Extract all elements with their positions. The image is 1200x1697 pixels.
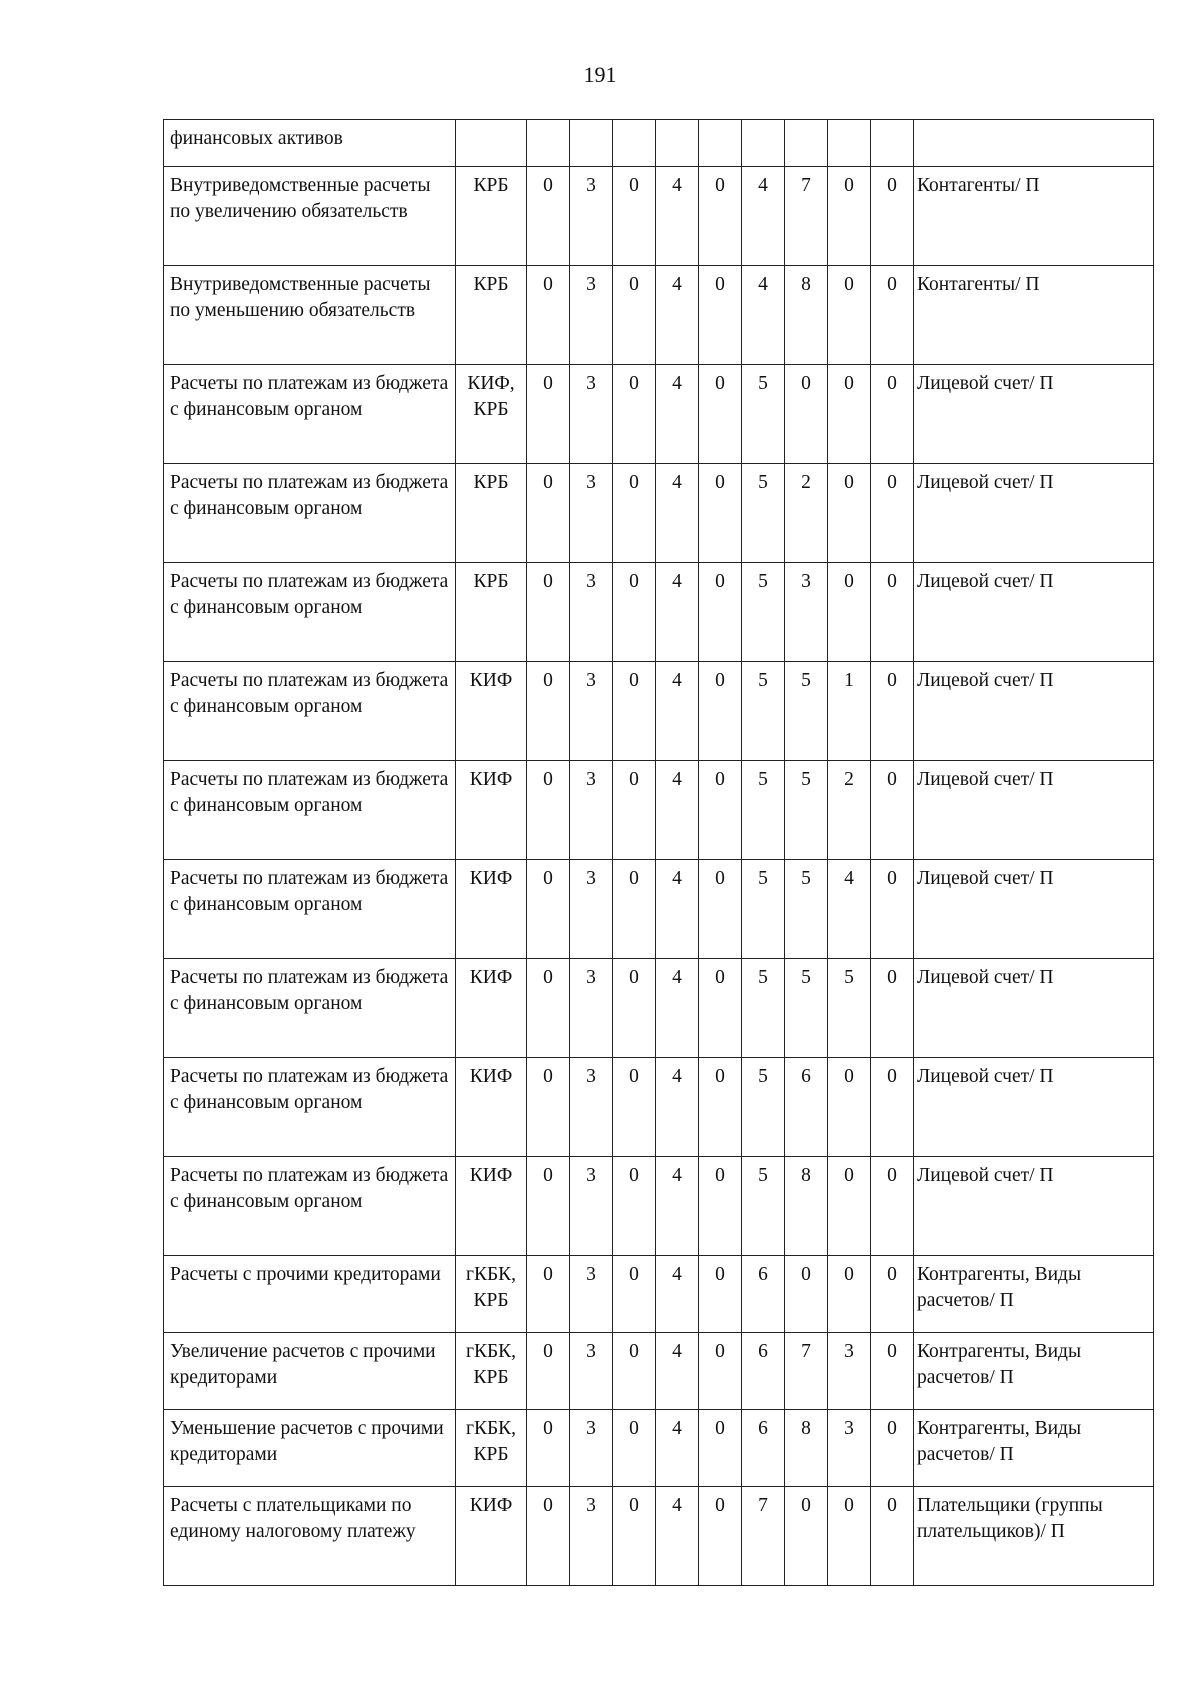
account-digit-cell: 3 — [828, 1410, 871, 1487]
account-name-cell: Расчеты по платежам из бюджета с финансовым органом — [164, 959, 456, 1058]
account-digit-cell: 0 — [871, 761, 914, 860]
table-row — [164, 1487, 1154, 1586]
account-digit-cell: 0 — [613, 761, 656, 860]
account-digit-cell: 7 — [742, 1487, 785, 1586]
account-digit-cell: 4 — [656, 266, 699, 365]
account-digit-cell: 0 — [871, 1058, 914, 1157]
analytics-cell: Контрагенты, Виды расчетов/ П — [914, 1410, 1154, 1487]
analytics-cell: Лицевой счет/ П — [914, 860, 1154, 959]
account-digit-cell: 0 — [527, 1410, 570, 1487]
source-code-cell: КИФ — [456, 959, 527, 1058]
table-row — [164, 464, 1154, 563]
account-digit-cell: 5 — [742, 662, 785, 761]
table-row — [164, 266, 1154, 365]
table-row — [164, 860, 1154, 959]
account-name-cell: Расчеты по платежам из бюджета с финансовым органом — [164, 1058, 456, 1157]
source-code-cell: КИФ — [456, 662, 527, 761]
table-row — [164, 365, 1154, 464]
table-row — [164, 662, 1154, 761]
account-digit-cell: 4 — [656, 662, 699, 761]
account-digit-cell: 5 — [785, 860, 828, 959]
account-digit-cell: 5 — [742, 761, 785, 860]
account-name-cell: Внутриведомственные расчеты по увеличению обязательств — [164, 167, 456, 266]
account-digit-cell: 3 — [570, 464, 613, 563]
account-digit-cell: 5 — [785, 959, 828, 1058]
source-code-cell: КИФ, КРБ — [456, 365, 527, 464]
account-digit-cell: 4 — [656, 761, 699, 860]
account-digit-cell: 3 — [570, 959, 613, 1058]
account-digit-cell — [785, 120, 828, 167]
account-digit-cell: 0 — [699, 1487, 742, 1586]
account-digit-cell: 0 — [527, 167, 570, 266]
source-code-cell: гКБК, КРБ — [456, 1256, 527, 1333]
account-digit-cell: 0 — [828, 1157, 871, 1256]
account-digit-cell: 3 — [570, 1256, 613, 1333]
account-digit-cell: 0 — [699, 167, 742, 266]
source-code-cell: КРБ — [456, 464, 527, 563]
account-digit-cell: 1 — [828, 662, 871, 761]
account-digit-cell: 0 — [828, 266, 871, 365]
account-digit-cell: 4 — [656, 167, 699, 266]
account-digit-cell: 0 — [828, 365, 871, 464]
table-row — [164, 563, 1154, 662]
account-name-cell: Расчеты с прочими кредиторами — [164, 1256, 456, 1333]
account-digit-cell: 0 — [785, 365, 828, 464]
account-name-cell: Внутриведомственные расчеты по уменьшению обязательств — [164, 266, 456, 365]
account-digit-cell: 3 — [570, 1157, 613, 1256]
account-digit-cell — [699, 120, 742, 167]
account-digit-cell: 0 — [527, 959, 570, 1058]
source-code-cell: КРБ — [456, 563, 527, 662]
account-digit-cell: 0 — [527, 860, 570, 959]
account-digit-cell: 7 — [785, 167, 828, 266]
source-code-cell: гКБК, КРБ — [456, 1410, 527, 1487]
account-digit-cell: 0 — [613, 1256, 656, 1333]
account-digit-cell: 4 — [656, 959, 699, 1058]
account-digit-cell: 0 — [527, 1487, 570, 1586]
account-digit-cell: 0 — [871, 266, 914, 365]
account-digit-cell: 5 — [742, 365, 785, 464]
account-digit-cell: 0 — [785, 1256, 828, 1333]
account-digit-cell: 0 — [613, 1058, 656, 1157]
account-digit-cell: 6 — [785, 1058, 828, 1157]
account-digit-cell: 3 — [570, 1058, 613, 1157]
analytics-cell: Контагенты/ П — [914, 167, 1154, 266]
account-digit-cell: 3 — [570, 1410, 613, 1487]
account-digit-cell: 0 — [871, 1157, 914, 1256]
account-digit-cell: 0 — [613, 1410, 656, 1487]
account-digit-cell: 0 — [828, 563, 871, 662]
account-digit-cell: 0 — [871, 365, 914, 464]
account-digit-cell: 0 — [871, 959, 914, 1058]
account-digit-cell: 0 — [527, 365, 570, 464]
account-digit-cell: 0 — [828, 464, 871, 563]
account-digit-cell: 6 — [742, 1333, 785, 1410]
account-digit-cell: 0 — [871, 1487, 914, 1586]
account-digit-cell: 0 — [785, 1487, 828, 1586]
account-digit-cell: 0 — [613, 266, 656, 365]
account-digit-cell: 0 — [613, 167, 656, 266]
account-digit-cell: 8 — [785, 1410, 828, 1487]
table-row — [164, 1333, 1154, 1410]
account-digit-cell: 5 — [785, 662, 828, 761]
account-digit-cell: 0 — [699, 959, 742, 1058]
analytics-cell: Контрагенты, Виды расчетов/ П — [914, 1256, 1154, 1333]
account-digit-cell: 0 — [699, 365, 742, 464]
analytics-cell: Лицевой счет/ П — [914, 662, 1154, 761]
account-digit-cell: 0 — [527, 662, 570, 761]
account-digit-cell: 4 — [656, 1157, 699, 1256]
account-digit-cell: 0 — [613, 662, 656, 761]
account-digit-cell: 0 — [613, 860, 656, 959]
account-digit-cell: 5 — [742, 1058, 785, 1157]
account-digit-cell: 4 — [656, 1256, 699, 1333]
account-digit-cell: 3 — [570, 365, 613, 464]
account-digit-cell: 0 — [613, 1157, 656, 1256]
analytics-cell: Лицевой счет/ П — [914, 761, 1154, 860]
account-digit-cell: 0 — [871, 860, 914, 959]
account-digit-cell: 0 — [699, 1058, 742, 1157]
account-digit-cell: 0 — [527, 761, 570, 860]
account-digit-cell: 0 — [527, 464, 570, 563]
account-digit-cell: 4 — [742, 266, 785, 365]
source-code-cell: КИФ — [456, 1487, 527, 1586]
account-name-cell: Расчеты по платежам из бюджета с финансовым органом — [164, 563, 456, 662]
table-row — [164, 761, 1154, 860]
analytics-cell: Лицевой счет/ П — [914, 1157, 1154, 1256]
account-digit-cell: 3 — [570, 662, 613, 761]
account-digit-cell: 0 — [699, 860, 742, 959]
analytics-cell: Лицевой счет/ П — [914, 1058, 1154, 1157]
source-code-cell: КИФ — [456, 860, 527, 959]
table-row — [164, 120, 1154, 167]
account-table-body — [164, 120, 1154, 1586]
analytics-cell: Лицевой счет/ П — [914, 365, 1154, 464]
account-name-cell: Увеличение расчетов с прочими кредиторами — [164, 1333, 456, 1410]
account-digit-cell: 0 — [871, 1333, 914, 1410]
account-digit-cell: 0 — [699, 1410, 742, 1487]
analytics-cell: Плательщики (группы плательщиков)/ П — [914, 1487, 1154, 1586]
account-digit-cell: 4 — [656, 1058, 699, 1157]
account-digit-cell: 0 — [613, 365, 656, 464]
account-digit-cell: 7 — [785, 1333, 828, 1410]
account-name-cell: Уменьшение расчетов с прочими кредиторами — [164, 1410, 456, 1487]
account-digit-cell: 0 — [871, 167, 914, 266]
account-digit-cell — [656, 120, 699, 167]
source-code-cell: КИФ — [456, 761, 527, 860]
account-digit-cell: 3 — [570, 761, 613, 860]
source-code-cell — [456, 120, 527, 167]
account-digit-cell: 4 — [742, 167, 785, 266]
account-digit-cell: 0 — [699, 761, 742, 860]
account-digit-cell: 0 — [527, 266, 570, 365]
account-digit-cell: 0 — [613, 464, 656, 563]
account-digit-cell: 4 — [656, 563, 699, 662]
account-name-cell: Расчеты по платежам из бюджета с финансовым органом — [164, 365, 456, 464]
account-digit-cell: 3 — [785, 563, 828, 662]
account-digit-cell: 0 — [699, 1157, 742, 1256]
account-digit-cell: 0 — [527, 1333, 570, 1410]
account-digit-cell — [527, 120, 570, 167]
account-name-cell: Расчеты по платежам из бюджета с финансовым органом — [164, 1157, 456, 1256]
account-digit-cell: 4 — [656, 1410, 699, 1487]
account-digit-cell: 0 — [871, 464, 914, 563]
account-digit-cell: 4 — [656, 1333, 699, 1410]
page-number: 191 — [583, 62, 617, 87]
table-row — [164, 959, 1154, 1058]
account-digit-cell: 0 — [699, 662, 742, 761]
analytics-cell: Лицевой счет/ П — [914, 464, 1154, 563]
account-digit-cell: 3 — [570, 167, 613, 266]
account-name-cell: Расчеты по платежам из бюджета с финансовым органом — [164, 662, 456, 761]
account-digit-cell: 6 — [742, 1256, 785, 1333]
analytics-cell — [914, 120, 1154, 167]
account-digit-cell: 5 — [742, 860, 785, 959]
account-digit-cell: 0 — [828, 1256, 871, 1333]
account-digit-cell: 0 — [613, 959, 656, 1058]
account-digit-cell: 4 — [656, 464, 699, 563]
account-digit-cell — [871, 120, 914, 167]
account-digit-cell: 0 — [527, 1157, 570, 1256]
analytics-cell: Контагенты/ П — [914, 266, 1154, 365]
account-digit-cell: 3 — [570, 860, 613, 959]
analytics-cell: Контрагенты, Виды расчетов/ П — [914, 1333, 1154, 1410]
source-code-cell: КИФ — [456, 1058, 527, 1157]
account-digit-cell: 5 — [742, 1157, 785, 1256]
table-row — [164, 1410, 1154, 1487]
account-digit-cell — [742, 120, 785, 167]
account-digit-cell: 4 — [656, 860, 699, 959]
account-name-cell: финансовых активов — [164, 120, 456, 167]
source-code-cell: КРБ — [456, 266, 527, 365]
account-digit-cell: 3 — [570, 1487, 613, 1586]
account-digit-cell: 2 — [785, 464, 828, 563]
account-digit-cell: 4 — [656, 365, 699, 464]
account-digit-cell: 0 — [613, 1487, 656, 1586]
account-digit-cell: 5 — [828, 959, 871, 1058]
table-row — [164, 1058, 1154, 1157]
account-digit-cell: 0 — [527, 1256, 570, 1333]
account-digit-cell: 0 — [828, 1058, 871, 1157]
account-name-cell: Расчеты по платежам из бюджета с финансовым органом — [164, 761, 456, 860]
account-name-cell: Расчеты с плательщиками по единому налоговому платежу — [164, 1487, 456, 1586]
account-digit-cell: 3 — [570, 1333, 613, 1410]
account-digit-cell: 8 — [785, 266, 828, 365]
account-digit-cell: 0 — [527, 563, 570, 662]
account-digit-cell: 0 — [699, 563, 742, 662]
account-digit-cell: 0 — [699, 464, 742, 563]
account-table — [163, 119, 1154, 1586]
account-digit-cell: 0 — [699, 1333, 742, 1410]
account-digit-cell: 0 — [828, 1487, 871, 1586]
account-digit-cell: 0 — [613, 563, 656, 662]
account-digit-cell: 0 — [871, 1256, 914, 1333]
account-digit-cell — [613, 120, 656, 167]
account-digit-cell: 0 — [871, 563, 914, 662]
analytics-cell: Лицевой счет/ П — [914, 959, 1154, 1058]
account-digit-cell: 0 — [871, 1410, 914, 1487]
account-digit-cell: 0 — [613, 1333, 656, 1410]
source-code-cell: гКБК, КРБ — [456, 1333, 527, 1410]
account-digit-cell: 0 — [699, 1256, 742, 1333]
table-row — [164, 1256, 1154, 1333]
account-digit-cell: 3 — [570, 266, 613, 365]
account-digit-cell — [570, 120, 613, 167]
account-digit-cell: 4 — [828, 860, 871, 959]
account-digit-cell: 3 — [828, 1333, 871, 1410]
account-digit-cell: 0 — [871, 662, 914, 761]
account-digit-cell: 6 — [742, 1410, 785, 1487]
account-digit-cell: 5 — [742, 563, 785, 662]
source-code-cell: КИФ — [456, 1157, 527, 1256]
analytics-cell: Лицевой счет/ П — [914, 563, 1154, 662]
account-digit-cell: 0 — [527, 1058, 570, 1157]
table-row — [164, 167, 1154, 266]
account-digit-cell: 5 — [785, 761, 828, 860]
account-digit-cell: 3 — [570, 563, 613, 662]
account-digit-cell: 0 — [699, 266, 742, 365]
table-row — [164, 1157, 1154, 1256]
account-digit-cell: 8 — [785, 1157, 828, 1256]
account-digit-cell — [828, 120, 871, 167]
account-digit-cell: 5 — [742, 464, 785, 563]
account-digit-cell: 4 — [656, 1487, 699, 1586]
account-name-cell: Расчеты по платежам из бюджета с финансовым органом — [164, 464, 456, 563]
account-digit-cell: 2 — [828, 761, 871, 860]
account-digit-cell: 5 — [742, 959, 785, 1058]
source-code-cell: КРБ — [456, 167, 527, 266]
account-name-cell: Расчеты по платежам из бюджета с финансовым органом — [164, 860, 456, 959]
account-digit-cell: 0 — [828, 167, 871, 266]
